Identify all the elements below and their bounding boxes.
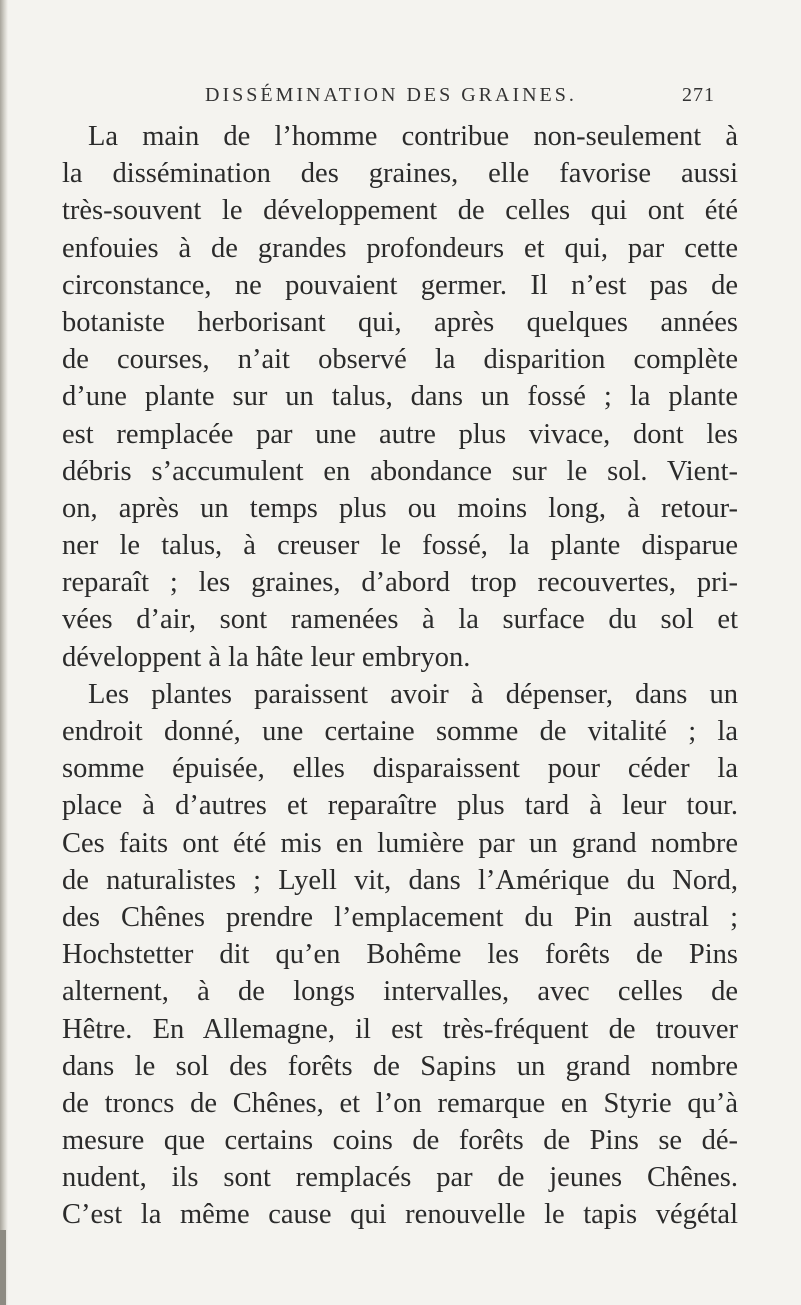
text-line: Ces faits ont été mis en lumière par un grand nombre	[62, 827, 738, 859]
text-line: Les plantes paraissent avoir à dépenser, dans un	[88, 678, 738, 710]
body-text	[62, 118, 738, 1234]
text-line: de naturalistes ; Lyell vit, dans l’Amérique du Nord,	[62, 864, 738, 896]
text-line: La main de l’homme contribue non-seulement à	[88, 121, 738, 152]
text-line: de courses, n’ait observé la disparition complète	[62, 344, 738, 376]
text-line: nudent, ils sont remplacés par de jeunes Chênes.	[62, 1162, 738, 1194]
text-line: vées d’air, sont ramenées à la surface du sol et	[62, 604, 738, 636]
running-head-title: DISSÉMINATION DES GRAINES.	[205, 84, 577, 106]
text-line: enfouies à de grandes profondeurs et qui, par cette	[62, 232, 738, 264]
text-line: Hêtre. En Allemagne, il est très-fréquent de trouver	[62, 1013, 738, 1045]
text-line: botaniste herborisant qui, après quelques années	[62, 306, 738, 338]
text-line: développent à la hâte leur embryon.	[62, 641, 471, 673]
text-line: est remplacée par une autre plus vivace, dont les	[62, 418, 738, 450]
running-head	[205, 84, 715, 114]
text-line: circonstance, ne pouvaient germer. Il n’est pas de	[62, 269, 738, 301]
text-line: somme épuisée, elles disparaissent pour céder la	[62, 753, 738, 785]
text-line: très-souvent le développement de celles qui ont été	[62, 195, 738, 227]
text-line: alternent, à de longs intervalles, avec celles de	[62, 976, 738, 1008]
text-line: Hochstetter dit qu’en Bohême les forêts de Pins	[62, 939, 738, 971]
text-line: des Chênes prendre l’emplacement du Pin austral ;	[62, 901, 738, 933]
text-line: on, après un temps plus ou moins long, à retour-	[62, 492, 738, 524]
text-line: mesure que certains coins de forêts de Pins se dé-	[62, 1125, 738, 1157]
text-line: de troncs de Chênes, et l’on remarque en Styrie qu’à	[62, 1087, 738, 1119]
text-line: débris s’accumulent en abondance sur le sol. Vient-	[62, 455, 738, 487]
text-line: dans le sol des forêts de Sapins un grand nombre	[62, 1050, 738, 1082]
text-line: endroit donné, une certaine somme de vitalité ; la	[62, 716, 738, 747]
text-line: ner le talus, à creuser le fossé, la plante disparue	[62, 530, 738, 562]
text-line: C’est la même cause qui renouvelle le tapis végétal	[62, 1199, 738, 1231]
text-line: la dissémination des graines, elle favorise aussi	[62, 158, 738, 190]
text-line: place à d’autres et reparaître plus tard à leur tour.	[62, 790, 738, 822]
page-number: 271	[682, 84, 715, 106]
text-line: reparaît ; les graines, d’abord trop recouvertes, pri-	[62, 567, 738, 599]
text-line: d’une plante sur un talus, dans un fossé ; la plante	[62, 381, 738, 413]
